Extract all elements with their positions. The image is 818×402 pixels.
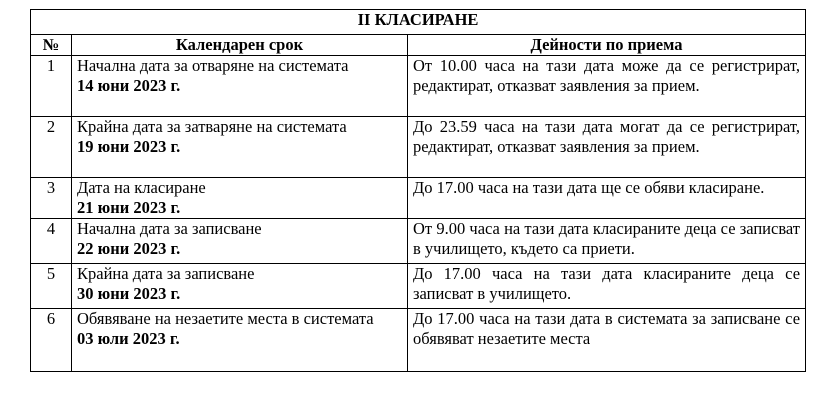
table-row [31, 178, 806, 219]
term-date: 21 юни 2023 г. [77, 198, 181, 217]
activity-cell: От 10.00 часа на тази дата може да се регистрират, редактират, отказват заявления за прием. [408, 56, 806, 117]
term-label: Крайна дата за затваряне на системата [77, 117, 347, 136]
term-date: 03 юли 2023 г. [77, 329, 180, 348]
term-label: Крайна дата за записване [77, 264, 255, 283]
header-activity: Дейности по приема [408, 35, 806, 56]
term-label: Начална дата за записване [77, 219, 262, 238]
row-number: 3 [31, 178, 72, 219]
term-cell [72, 178, 408, 219]
row-number: 5 [31, 264, 72, 309]
row-number: 4 [31, 219, 72, 264]
activity-cell: До 17.00 часа на тази дата ще се обяви класиране. [408, 178, 806, 219]
table-row [31, 56, 806, 117]
term-cell [72, 309, 408, 372]
term-label: Начална дата за отваряне на системата [77, 56, 349, 75]
table-row [31, 264, 806, 309]
term-cell [72, 56, 408, 117]
table-title: II КЛАСИРАНЕ [31, 10, 806, 35]
term-cell [72, 117, 408, 178]
header-term: Календарен срок [72, 35, 408, 56]
term-date: 14 юни 2023 г. [77, 76, 181, 95]
table-row [31, 219, 806, 264]
row-number: 1 [31, 56, 72, 117]
header-number: № [31, 35, 72, 56]
activity-cell: До 23.59 часа на тази дата могат да се регистрират, редактират, отказват заявления за прием. [408, 117, 806, 178]
activity-cell: От 9.00 часа на тази дата класираните деца се записват в училището, където са приети. [408, 219, 806, 264]
table-title-row [31, 10, 806, 35]
term-date: 30 юни 2023 г. [77, 284, 181, 303]
term-cell [72, 264, 408, 309]
activity-cell: До 17.00 часа на тази дата класираните деца се записват в училището. [408, 264, 806, 309]
admission-schedule-table [30, 9, 806, 372]
term-date: 19 юни 2023 г. [77, 137, 181, 156]
term-label: Обявяване на незаетите места в системата [77, 309, 374, 328]
row-number: 2 [31, 117, 72, 178]
table-row [31, 117, 806, 178]
table-row [31, 309, 806, 372]
term-cell [72, 219, 408, 264]
term-label: Дата на класиране [77, 178, 206, 197]
activity-cell: До 17.00 часа на тази дата в системата за записване се обявяват незаетите места [408, 309, 806, 372]
row-number: 6 [31, 309, 72, 372]
table-header-row [31, 35, 806, 56]
term-date: 22 юни 2023 г. [77, 239, 181, 258]
